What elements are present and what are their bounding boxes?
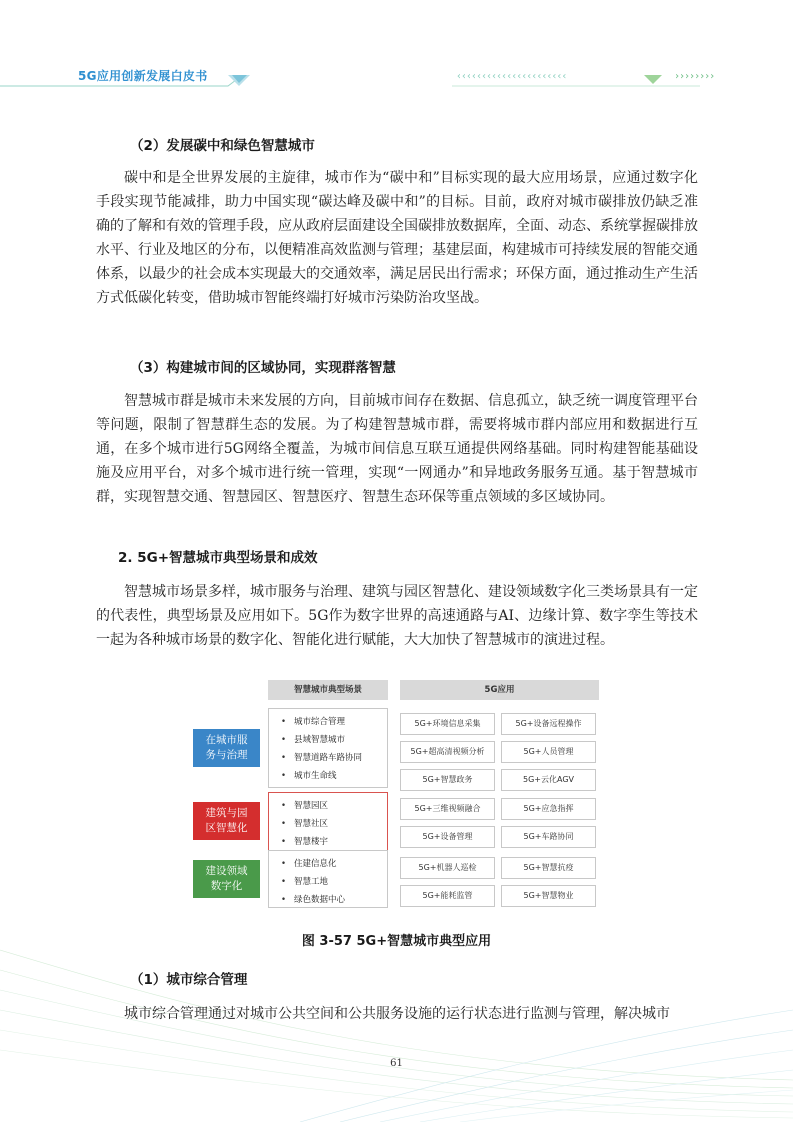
scene-list bbox=[268, 850, 388, 908]
section-heading: 2. 5G+智慧城市典型场景和成效 bbox=[118, 550, 318, 566]
section-heading: （1）城市综合管理 bbox=[130, 972, 248, 988]
header-chevrons-icon: ‹‹‹‹‹‹‹‹‹‹‹‹‹‹‹‹‹‹‹‹‹‹ bbox=[456, 71, 567, 82]
list-item: • 绿色数据中心 bbox=[281, 891, 387, 909]
category-label bbox=[193, 860, 260, 898]
app-cell: 5G+超高清视频分析 bbox=[400, 741, 495, 763]
app-cell: 5G+三维视频融合 bbox=[400, 798, 495, 820]
app-cell: 5G+人员管理 bbox=[501, 741, 596, 763]
scene-list bbox=[268, 792, 388, 852]
column-header-scenes: 智慧城市典型场景 bbox=[268, 680, 388, 700]
list-item: • 智慧道路车路协同 bbox=[281, 749, 387, 767]
section-heading: （2）发展碳中和绿色智慧城市 bbox=[130, 138, 315, 154]
app-cell: 5G+智慧抗疫 bbox=[501, 857, 596, 879]
app-cell: 5G+应急指挥 bbox=[501, 798, 596, 820]
list-item: • 住建信息化 bbox=[281, 855, 387, 873]
app-cell: 5G+设备远程操作 bbox=[501, 713, 596, 735]
list-item: • 城市生命线 bbox=[281, 767, 387, 785]
wave-decoration bbox=[0, 930, 793, 1122]
app-cell: 5G+设备管理 bbox=[400, 826, 495, 848]
category-label bbox=[193, 802, 260, 840]
app-cell: 5G+机器人巡检 bbox=[400, 857, 495, 879]
list-item: • 智慧社区 bbox=[281, 815, 387, 833]
paragraph-text: 城市综合管理通过对城市公共空间和公共服务设施的运行状态进行监测与管理，解决城市 bbox=[124, 1006, 670, 1022]
section-heading: （3）构建城市间的区域协同，实现群落智慧 bbox=[130, 360, 396, 376]
page-number: 61 bbox=[390, 1058, 403, 1069]
list-item: • 城市综合管理 bbox=[281, 713, 387, 731]
app-cell: 5G+智慧物业 bbox=[501, 885, 596, 907]
app-cell: 5G+车路协同 bbox=[501, 826, 596, 848]
section-paragraph bbox=[96, 1002, 698, 1026]
list-item: • 智慧园区 bbox=[281, 797, 387, 815]
section-paragraph bbox=[96, 389, 698, 509]
app-cell: 5G+能耗监管 bbox=[400, 885, 495, 907]
paragraph-text: 碳中和是全世界发展的主旋律，城市作为“碳中和”目标实现的最大应用场景，应通过数字化手段实现节能减排，助力中国实现“碳达峰及碳中和”的目标。目前，政府对城市碳排放仍缺乏准确的了解和有效的管理手段，应从政府层面建设全国碳排放数据库，全面、动态、系统掌握碳排放水平、行业及地区的分布，以便精准高效监测与管理；基建层面，构建城市可持续发展的智能交通体系，以最少的社会成本实现最大的交通效率，满足居民出行需求；环保方面，通过推动生产生活方式低碳化转变，借助城市智能终端打好城市污染防治攻坚战。 bbox=[96, 170, 698, 306]
document-title: 5G应用创新发展白皮书 bbox=[78, 69, 208, 83]
list-item: • 县域智慧城市 bbox=[281, 731, 387, 749]
category-label-text: 在城市服务与治理 bbox=[205, 734, 248, 761]
category-label-text: 建设领域数字化 bbox=[205, 865, 248, 892]
column-header-apps: 5G应用 bbox=[400, 680, 599, 700]
app-cell: 5G+环境信息采集 bbox=[400, 713, 495, 735]
paragraph-text: 智慧城市群是城市未来发展的方向，目前城市间存在数据、信息孤立，缺乏统一调度管理平台等问题，限制了智慧群生态的发展。为了构建智慧城市群，需要将城市群内部应用和数据进行互通，在多个城市进行5G网络全覆盖，为城市间信息互联互通提供网络基础。同时构建智能基础设施及应用平台，对多个城市进行统一管理，实现“一网通办”和异地政务服务互通。基于智慧城市群，实现智慧交通、智慧园区、智慧医疗、智慧生态环保等重点领域的多区域协同。 bbox=[96, 393, 698, 505]
section-paragraph bbox=[96, 580, 698, 652]
app-cell: 5G+智慧政务 bbox=[400, 769, 495, 791]
list-item: • 智慧楼宇 bbox=[281, 833, 387, 851]
scene-list bbox=[268, 708, 388, 788]
smart-city-figure bbox=[193, 680, 601, 908]
category-label bbox=[193, 729, 260, 767]
paragraph-text: 智慧城市场景多样，城市服务与治理、建筑与园区智慧化、建设领域数字化三类场景具有一定的代表性，典型场景及应用如下。5G作为数字世界的高速通路与AI、边缘计算、数字孪生等技术一起为各种城市场景的数字化、智能化进行赋能，大大加快了智慧城市的演进过程。 bbox=[96, 584, 698, 648]
header-chevrons-right-icon: ›››››››› bbox=[674, 71, 715, 82]
section-paragraph bbox=[96, 166, 698, 310]
app-cell: 5G+云化AGV bbox=[501, 769, 596, 791]
figure-caption: 图 3-57 5G+智慧城市典型应用 bbox=[301, 934, 492, 949]
category-label-text: 建筑与园区智慧化 bbox=[205, 807, 248, 834]
list-item: • 智慧工地 bbox=[281, 873, 387, 891]
